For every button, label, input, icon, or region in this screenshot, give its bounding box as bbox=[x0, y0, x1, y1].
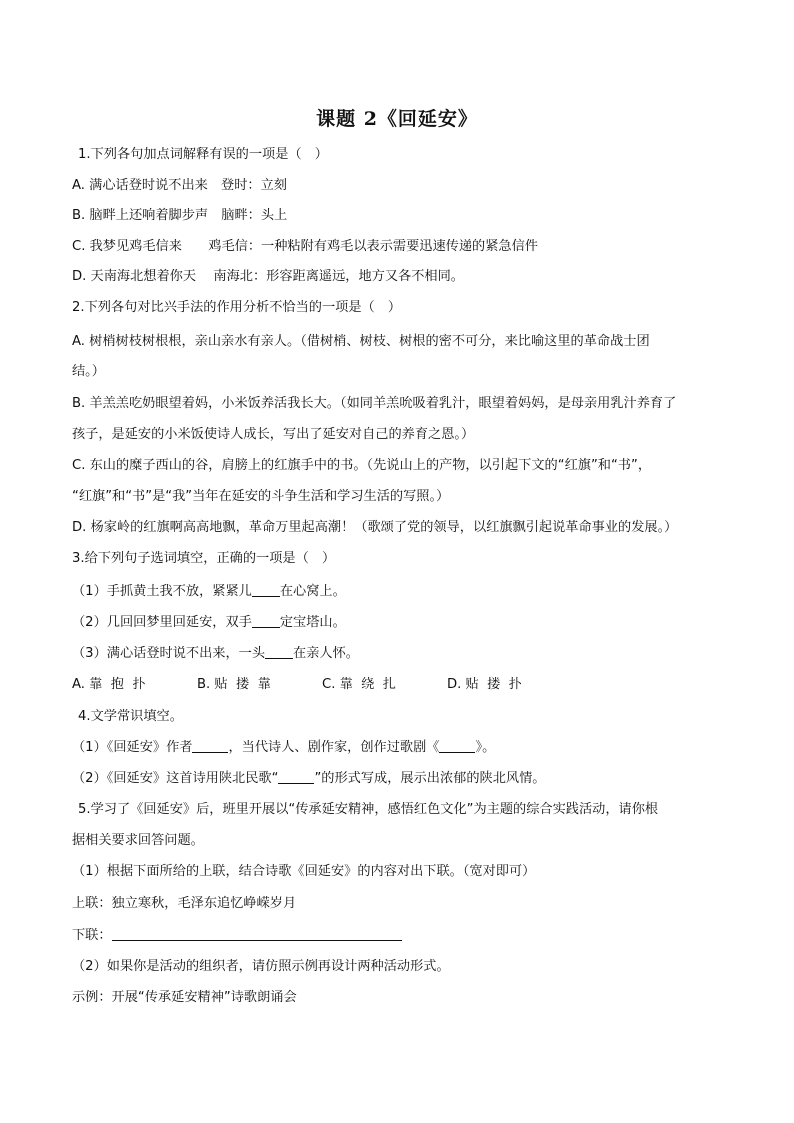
q3-sentence-3: （3）满心话登时说不出来，一头 在亲人怀。 bbox=[72, 646, 359, 661]
q2-stem: 2.下列各句对比兴手法的作用分析不恰当的一项是（ ） bbox=[72, 300, 402, 315]
q4-stem: 4.文学常识填空。 bbox=[78, 709, 183, 724]
answer-blank[interactable] bbox=[252, 582, 280, 597]
q2-option-b-line2: 孩子，是延安的小米饭使诗人成长，写出了延安对自己的养育之恩。） bbox=[72, 427, 475, 442]
q2-option-a-line1: A. 树梢树枝树根根，亲山亲水有亲人。（借树梢、树枝、树根的密不可分，来比喻这里的革命战士团 bbox=[72, 334, 650, 349]
q5-stem-line2: 据相关要求回答问题。 bbox=[72, 833, 204, 848]
answer-blank[interactable] bbox=[439, 738, 475, 753]
q2-option-a-line2: 结。） bbox=[72, 364, 105, 379]
q3-option-c: C. 靠 绕 扎 bbox=[322, 677, 396, 692]
answer-blank[interactable] bbox=[278, 769, 314, 784]
q3-stem: 3.给下列句子选词填空，正确的一项是（ ） bbox=[72, 551, 336, 566]
q3-sentence-1: （1）手抓黄土我不放，紧紧儿 在心窝上。 bbox=[72, 584, 346, 599]
page-title: 课题 2《回延安》 bbox=[316, 108, 478, 130]
q5-part-2: （2）如果你是活动的组织者，请仿照示例再设计两种活动形式。 bbox=[72, 959, 450, 974]
q3-option-b: B. 贴 搂 靠 bbox=[197, 677, 271, 692]
answer-line[interactable] bbox=[112, 926, 402, 941]
q2-option-c-line2: “红旗”和“书”是“我”当年在延安的斗争生活和学习生活的写照。） bbox=[72, 489, 450, 504]
q3-option-a: A. 靠 抱 扑 bbox=[72, 677, 146, 692]
q4-item-1: （1）《回延安》作者 ，当代诗人、剧作家，创作过歌剧《 》。 bbox=[72, 740, 496, 755]
q1-option-d: D. 天南海北想着你天 南海北：形容距离遥远，地方又各不相同。 bbox=[72, 269, 464, 284]
q5-stem-line1: 5.学习了《回延安》后，班里开展以“传承延安精神，感悟红色文化”为主题的综合实践活动，请你根 bbox=[78, 802, 659, 817]
q5-example: 示例：开展“传承延安精神”诗歌朗诵会 bbox=[72, 990, 297, 1005]
q3-options bbox=[72, 676, 572, 694]
q5-upper-couplet: 上联：独立寒秋，毛泽东追忆峥嵘岁月 bbox=[72, 896, 297, 911]
answer-blank[interactable] bbox=[265, 644, 293, 659]
q1-option-b: B. 脑畔上还响着脚步声 脑畔：头上 bbox=[72, 208, 288, 223]
q2-option-b-line1: B. 羊羔羔吃奶眼望着妈，小米饭养活我长大。（如同羊羔吮吸着乳汁，眼望着妈妈，是母亲用乳汁养育了 bbox=[72, 396, 677, 411]
q1-stem: 1.下列各句加点词解释有误的一项是（ ） bbox=[78, 147, 328, 162]
q2-option-d: D. 杨家岭的红旗啊高高地飘，革命万里起高潮！（歌颂了党的领导，以红旗飘引起说革命事业的发展。） bbox=[72, 520, 678, 535]
answer-blank[interactable] bbox=[252, 613, 280, 628]
q1-option-c: C. 我梦见鸡毛信来 鸡毛信：一种粘附有鸡毛以表示需要迅速传递的紧急信件 bbox=[72, 239, 538, 254]
q4-item-2: （2）《回延安》这首诗用陕北民歌“ ”的形式写成，展示出浓郁的陕北风情。 bbox=[72, 771, 546, 786]
q2-option-c-line1: C. 东山的糜子西山的谷，肩膀上的红旗手中的书。（先说山上的产物，以引起下文的“红旗”和“书”， bbox=[72, 458, 652, 473]
q3-sentence-2: （2）几回回梦里回延安，双手 定宝塔山。 bbox=[72, 615, 346, 630]
answer-blank[interactable] bbox=[192, 738, 228, 753]
q5-part-1: （1）根据下面所给的上联，结合诗歌《回延安》的内容对出下联。（宽对即可） bbox=[72, 864, 536, 879]
q3-option-d: D. 贴 搂 扑 bbox=[447, 677, 522, 692]
q1-option-a: A. 满心话登时说不出来 登时：立刻 bbox=[72, 178, 287, 193]
q5-lower-couplet: 下联： bbox=[72, 926, 402, 945]
